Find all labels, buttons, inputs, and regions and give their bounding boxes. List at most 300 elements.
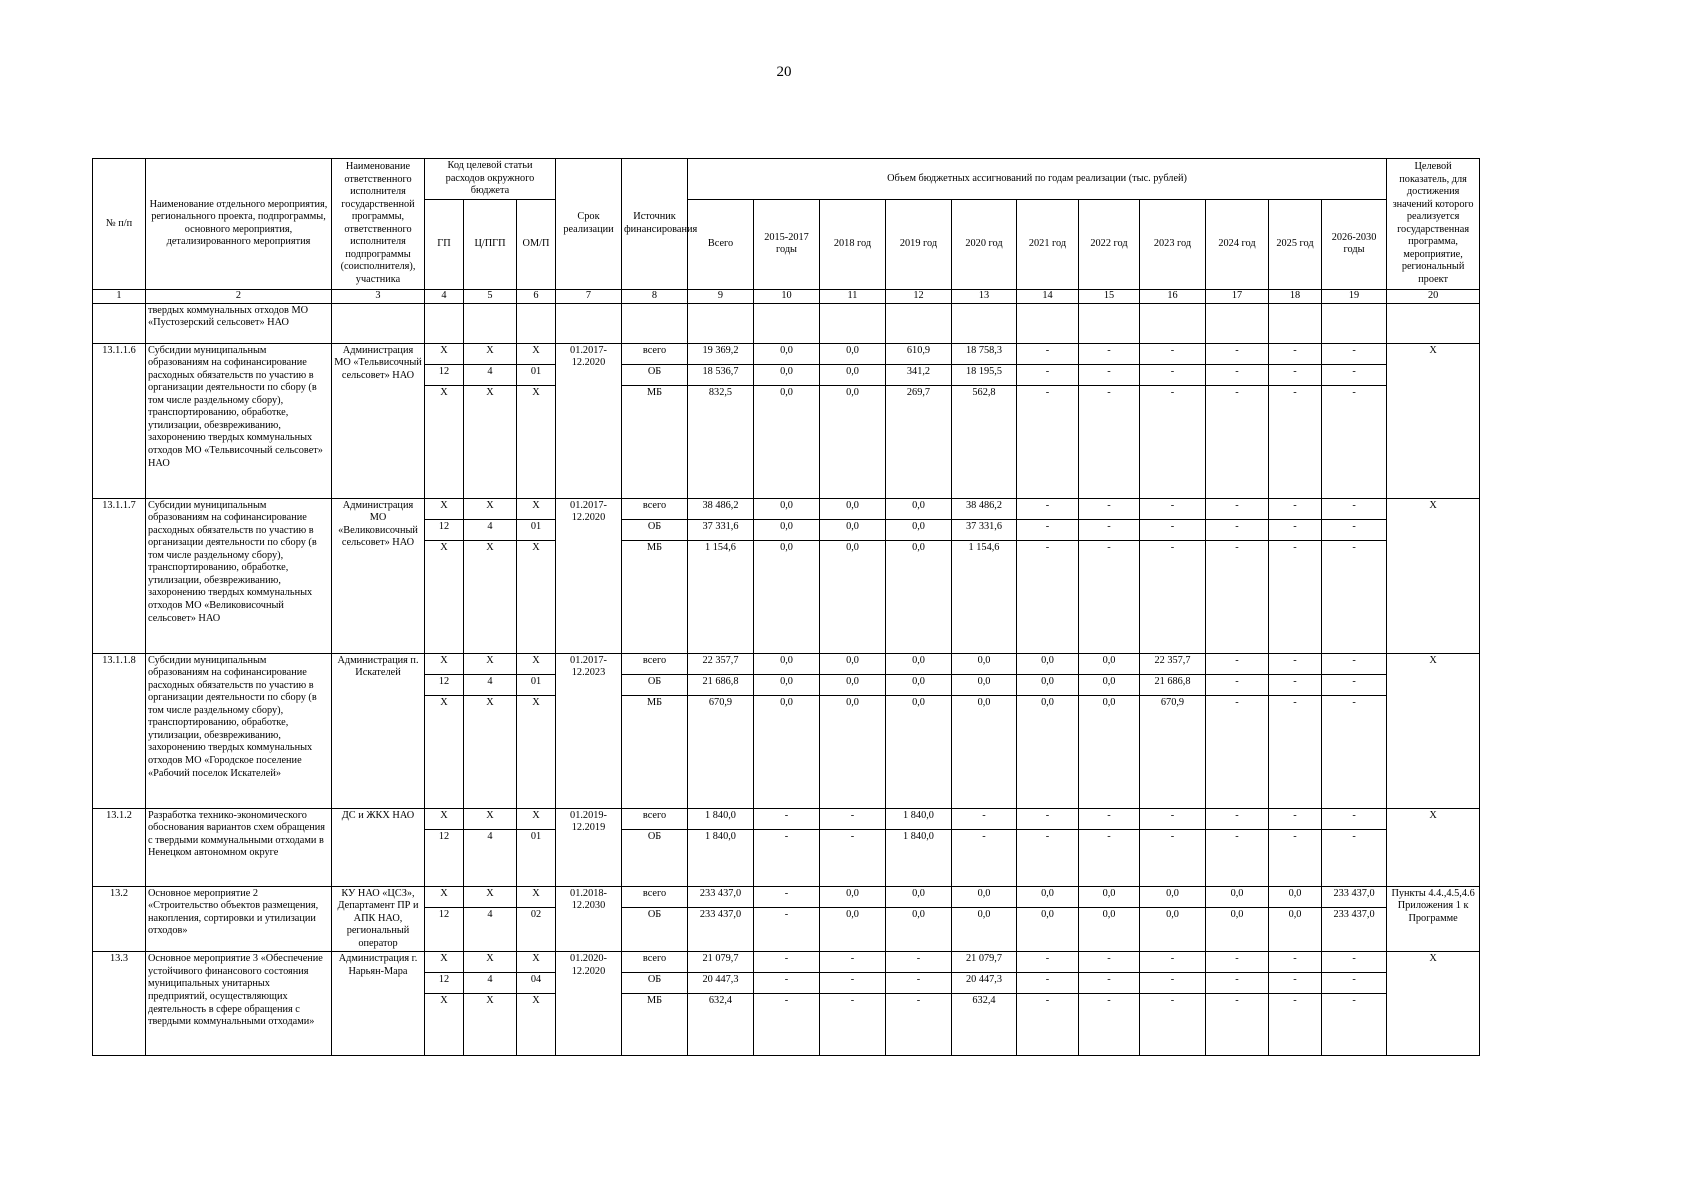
- continuation-empty-cell: [1206, 303, 1269, 343]
- value-2025: -: [1269, 994, 1322, 1056]
- header-num: № п/п: [93, 159, 146, 290]
- value-2021: -: [1017, 343, 1079, 364]
- column-number: 5: [464, 289, 517, 303]
- header-omp: ОМ/П: [517, 199, 556, 289]
- value-2019: 610,9: [886, 343, 952, 364]
- value-2021: 0,0: [1017, 886, 1079, 907]
- value-2021: -: [1017, 973, 1079, 994]
- code-omp: Х: [517, 952, 556, 973]
- value-2025: -: [1269, 829, 1322, 886]
- value-2023: 21 686,8: [1140, 674, 1206, 695]
- value-2022: -: [1079, 829, 1140, 886]
- code-cpgp: 4: [464, 907, 517, 952]
- code-omp: Х: [517, 808, 556, 829]
- implementation-term: 01.2017-12.2020: [556, 343, 622, 498]
- value-2024: -: [1206, 952, 1269, 973]
- value-2023: 0,0: [1140, 886, 1206, 907]
- implementation-term: 01.2017-12.2020: [556, 498, 622, 653]
- value-2015-2017: -: [754, 952, 820, 973]
- value-total: 632,4: [688, 994, 754, 1056]
- value-2019: 1 840,0: [886, 829, 952, 886]
- header-gp: ГП: [425, 199, 464, 289]
- value-2026-2030: -: [1322, 343, 1387, 364]
- value-2023: -: [1140, 343, 1206, 364]
- header-year-2020: 2020 год: [952, 199, 1017, 289]
- column-number: 10: [754, 289, 820, 303]
- code-cpgp: 4: [464, 519, 517, 540]
- value-2018: 0,0: [820, 653, 886, 674]
- continuation-name: твердых коммунальных отходов МО «Пустозерский сельсовет» НАО: [146, 303, 332, 343]
- value-2022: 0,0: [1079, 907, 1140, 952]
- value-2018: -: [820, 808, 886, 829]
- value-total: 832,5: [688, 385, 754, 498]
- code-cpgp: Х: [464, 808, 517, 829]
- responsible-executor: КУ НАО «ЦСЗ», Департамент ПР и АПК НАО, региональный оператор: [332, 886, 425, 952]
- header-total: Всего: [688, 199, 754, 289]
- value-2015-2017: -: [754, 808, 820, 829]
- code-gp: Х: [425, 952, 464, 973]
- value-2015-2017: -: [754, 886, 820, 907]
- code-gp: Х: [425, 385, 464, 498]
- value-2026-2030: 233 437,0: [1322, 886, 1387, 907]
- value-total: 1 154,6: [688, 540, 754, 653]
- item-name: Основное мероприятие 3 «Обеспечение устойчивого финансового состояния муниципальных унитарных предприятий, осуществляющих деятельность в сфере обращения с твердыми коммунальными отходами»: [146, 952, 332, 1056]
- value-2018: 0,0: [820, 886, 886, 907]
- column-number: 18: [1269, 289, 1322, 303]
- value-2020: 632,4: [952, 994, 1017, 1056]
- value-2019: 341,2: [886, 364, 952, 385]
- value-2020: 0,0: [952, 674, 1017, 695]
- table-row: [93, 886, 1480, 907]
- value-2025: 0,0: [1269, 886, 1322, 907]
- value-2021: 0,0: [1017, 674, 1079, 695]
- value-2018: 0,0: [820, 695, 886, 808]
- value-2025: -: [1269, 343, 1322, 364]
- code-cpgp: 4: [464, 829, 517, 886]
- item-name: Субсидии муниципальным образованиям на софинансирование расходных обязательств по участию в организации деятельности по сбору (в том числе раздельному сбору), транспортированию, обработке, утилизации, обезвреживанию, захоронению твердых коммунальных отходов МО «Городское поселение «Рабочий поселок Искателей»: [146, 653, 332, 808]
- column-number: 11: [820, 289, 886, 303]
- header-name: Наименование отдельного мероприятия, регионального проекта, подпрограммы, основного мероприятия, детализированного мероприятия: [146, 159, 332, 290]
- value-total: 18 536,7: [688, 364, 754, 385]
- continuation-empty-cell: [1269, 303, 1322, 343]
- table-row: [93, 343, 1480, 364]
- implementation-term: 01.2018-12.2030: [556, 886, 622, 952]
- value-2024: -: [1206, 519, 1269, 540]
- table-row: [93, 498, 1480, 519]
- value-2024: -: [1206, 498, 1269, 519]
- value-2015-2017: -: [754, 994, 820, 1056]
- value-2019: 0,0: [886, 540, 952, 653]
- target-indicator: Х: [1387, 952, 1480, 1056]
- code-gp: Х: [425, 994, 464, 1056]
- value-total: 19 369,2: [688, 343, 754, 364]
- value-2023: 22 357,7: [1140, 653, 1206, 674]
- value-total: 670,9: [688, 695, 754, 808]
- header-year-2019: 2019 год: [886, 199, 952, 289]
- continuation-empty-cell: [1322, 303, 1387, 343]
- value-2026-2030: -: [1322, 808, 1387, 829]
- code-omp: Х: [517, 886, 556, 907]
- code-omp: 01: [517, 829, 556, 886]
- value-2024: -: [1206, 808, 1269, 829]
- code-cpgp: Х: [464, 498, 517, 519]
- column-number: 2: [146, 289, 332, 303]
- value-2026-2030: -: [1322, 385, 1387, 498]
- continuation-empty-cell: [952, 303, 1017, 343]
- code-omp: 04: [517, 973, 556, 994]
- value-2019: -: [886, 994, 952, 1056]
- value-2023: -: [1140, 829, 1206, 886]
- item-name: Субсидии муниципальным образованиям на софинансирование расходных обязательств по участию в организации деятельности по сбору (в том числе раздельному сбору), транспортированию, обработке, утилизации, обезвреживанию, захоронению твердых коммунальных отходов МО «Тельвисочный сельсовет» НАО: [146, 343, 332, 498]
- value-2020: 1 154,6: [952, 540, 1017, 653]
- value-2026-2030: -: [1322, 519, 1387, 540]
- value-2026-2030: -: [1322, 674, 1387, 695]
- item-number: 13.1.1.7: [93, 498, 146, 653]
- continuation-empty-cell: [332, 303, 425, 343]
- funding-source: всего: [622, 952, 688, 973]
- value-2025: -: [1269, 973, 1322, 994]
- value-2018: 0,0: [820, 674, 886, 695]
- value-total: 22 357,7: [688, 653, 754, 674]
- code-gp: 12: [425, 674, 464, 695]
- column-number: 19: [1322, 289, 1387, 303]
- header-source: Источник финансирования: [622, 159, 688, 290]
- item-number: 13.1.1.6: [93, 343, 146, 498]
- page-number: 20: [776, 64, 792, 80]
- implementation-term: 01.2020-12.2020: [556, 952, 622, 1056]
- code-cpgp: Х: [464, 994, 517, 1056]
- value-2020: 21 079,7: [952, 952, 1017, 973]
- code-omp: Х: [517, 385, 556, 498]
- value-2026-2030: -: [1322, 498, 1387, 519]
- value-2026-2030: -: [1322, 653, 1387, 674]
- header-executor: Наименование ответственного исполнителя государственной программы, ответственного исполнителя подпрограммы (соисполнителя), участника: [332, 159, 425, 290]
- funding-source: ОБ: [622, 674, 688, 695]
- header-year-2023: 2023 год: [1140, 199, 1206, 289]
- value-total: 1 840,0: [688, 808, 754, 829]
- value-2022: -: [1079, 519, 1140, 540]
- code-cpgp: Х: [464, 343, 517, 364]
- funding-source: МБ: [622, 385, 688, 498]
- value-total: 233 437,0: [688, 886, 754, 907]
- value-2026-2030: -: [1322, 973, 1387, 994]
- table-row: [93, 808, 1480, 829]
- code-cpgp: Х: [464, 653, 517, 674]
- value-2018: 0,0: [820, 385, 886, 498]
- funding-source: МБ: [622, 695, 688, 808]
- value-2019: -: [886, 973, 952, 994]
- value-total: 20 447,3: [688, 973, 754, 994]
- value-2020: -: [952, 808, 1017, 829]
- value-2022: -: [1079, 808, 1140, 829]
- header-year-2026-2030: 2026-2030 годы: [1322, 199, 1387, 289]
- item-number: 13.3: [93, 952, 146, 1056]
- responsible-executor: Администрация г. Нарьян-Мара: [332, 952, 425, 1056]
- value-2021: -: [1017, 994, 1079, 1056]
- continuation-empty-cell: [1017, 303, 1079, 343]
- value-2023: -: [1140, 498, 1206, 519]
- funding-source: ОБ: [622, 907, 688, 952]
- value-2015-2017: 0,0: [754, 343, 820, 364]
- continuation-empty-cell: [1079, 303, 1140, 343]
- value-2026-2030: -: [1322, 364, 1387, 385]
- value-2026-2030: -: [1322, 829, 1387, 886]
- funding-source: всего: [622, 343, 688, 364]
- value-2026-2030: 233 437,0: [1322, 907, 1387, 952]
- value-2021: -: [1017, 540, 1079, 653]
- value-2024: 0,0: [1206, 886, 1269, 907]
- value-2025: -: [1269, 364, 1322, 385]
- column-number: 16: [1140, 289, 1206, 303]
- code-cpgp: 4: [464, 973, 517, 994]
- column-number: 1: [93, 289, 146, 303]
- value-2026-2030: -: [1322, 994, 1387, 1056]
- code-cpgp: Х: [464, 952, 517, 973]
- funding-source: ОБ: [622, 364, 688, 385]
- item-number: 13.1.2: [93, 808, 146, 886]
- value-2015-2017: -: [754, 973, 820, 994]
- header-term: Срок реализации: [556, 159, 622, 290]
- value-2022: -: [1079, 973, 1140, 994]
- value-2024: -: [1206, 994, 1269, 1056]
- value-2020: 37 331,6: [952, 519, 1017, 540]
- value-2021: -: [1017, 808, 1079, 829]
- value-2025: -: [1269, 498, 1322, 519]
- column-number: 15: [1079, 289, 1140, 303]
- value-2025: -: [1269, 385, 1322, 498]
- value-2023: -: [1140, 519, 1206, 540]
- code-cpgp: Х: [464, 385, 517, 498]
- value-2020: 0,0: [952, 886, 1017, 907]
- value-2024: 0,0: [1206, 907, 1269, 952]
- funding-source: ОБ: [622, 829, 688, 886]
- target-indicator: Х: [1387, 498, 1480, 653]
- value-2021: -: [1017, 829, 1079, 886]
- value-2024: -: [1206, 674, 1269, 695]
- responsible-executor: Администрация МО «Великовисочный сельсовет» НАО: [332, 498, 425, 653]
- value-2026-2030: -: [1322, 952, 1387, 973]
- value-2023: -: [1140, 952, 1206, 973]
- value-2024: -: [1206, 364, 1269, 385]
- continuation-empty-cell: [517, 303, 556, 343]
- value-2024: -: [1206, 973, 1269, 994]
- value-2018: 0,0: [820, 907, 886, 952]
- value-2022: -: [1079, 343, 1140, 364]
- value-2018: 0,0: [820, 343, 886, 364]
- target-indicator: Х: [1387, 653, 1480, 808]
- funding-source: МБ: [622, 540, 688, 653]
- code-gp: 12: [425, 364, 464, 385]
- target-indicator: Пункты 4.4.,4.5,4.6 Приложения 1 к Программе: [1387, 886, 1480, 952]
- code-gp: 12: [425, 519, 464, 540]
- code-gp: 12: [425, 973, 464, 994]
- value-2021: 0,0: [1017, 907, 1079, 952]
- value-2025: -: [1269, 952, 1322, 973]
- value-2024: -: [1206, 695, 1269, 808]
- value-2024: -: [1206, 540, 1269, 653]
- value-2025: 0,0: [1269, 907, 1322, 952]
- value-2015-2017: 0,0: [754, 674, 820, 695]
- value-2020: 0,0: [952, 907, 1017, 952]
- value-2021: -: [1017, 519, 1079, 540]
- value-2022: 0,0: [1079, 653, 1140, 674]
- code-gp: Х: [425, 808, 464, 829]
- value-2024: -: [1206, 653, 1269, 674]
- value-2024: -: [1206, 343, 1269, 364]
- value-2018: -: [820, 829, 886, 886]
- value-total: 233 437,0: [688, 907, 754, 952]
- value-2023: -: [1140, 973, 1206, 994]
- funding-source: ОБ: [622, 519, 688, 540]
- value-2024: -: [1206, 385, 1269, 498]
- code-gp: Х: [425, 886, 464, 907]
- value-2021: -: [1017, 498, 1079, 519]
- continuation-empty-cell: [425, 303, 464, 343]
- value-2025: -: [1269, 808, 1322, 829]
- value-2020: 0,0: [952, 653, 1017, 674]
- value-2023: -: [1140, 994, 1206, 1056]
- code-gp: 12: [425, 829, 464, 886]
- value-2015-2017: -: [754, 829, 820, 886]
- value-2018: 0,0: [820, 498, 886, 519]
- value-2015-2017: 0,0: [754, 385, 820, 498]
- value-2019: -: [886, 952, 952, 973]
- value-2022: 0,0: [1079, 886, 1140, 907]
- value-2019: 0,0: [886, 674, 952, 695]
- value-2018: 0,0: [820, 364, 886, 385]
- continuation-empty-cell: [622, 303, 688, 343]
- header-year-2024: 2024 год: [1206, 199, 1269, 289]
- header-year-2022: 2022 год: [1079, 199, 1140, 289]
- code-cpgp: 4: [464, 674, 517, 695]
- value-total: 21 079,7: [688, 952, 754, 973]
- column-number: 20: [1387, 289, 1480, 303]
- value-2015-2017: -: [754, 907, 820, 952]
- value-2023: 670,9: [1140, 695, 1206, 808]
- value-2021: -: [1017, 364, 1079, 385]
- code-cpgp: Х: [464, 695, 517, 808]
- column-number: 8: [622, 289, 688, 303]
- code-omp: Х: [517, 994, 556, 1056]
- responsible-executor: ДС и ЖКХ НАО: [332, 808, 425, 886]
- item-name: Основное мероприятие 2 «Строительство объектов размещения, накопления, сортировки и утилизации отходов»: [146, 886, 332, 952]
- header-target: Целевой показатель, для достижения значений которого реализуется государственная программа, мероприятие, региональный проект: [1387, 159, 1480, 290]
- value-2022: -: [1079, 994, 1140, 1056]
- value-2019: 0,0: [886, 519, 952, 540]
- continuation-empty-cell: [556, 303, 622, 343]
- value-2022: -: [1079, 364, 1140, 385]
- budget-allocation-table: [92, 158, 1480, 1056]
- funding-source: всего: [622, 498, 688, 519]
- value-2022: -: [1079, 385, 1140, 498]
- value-2023: -: [1140, 808, 1206, 829]
- value-2018: -: [820, 994, 886, 1056]
- value-2021: 0,0: [1017, 695, 1079, 808]
- value-2020: 0,0: [952, 695, 1017, 808]
- value-2025: -: [1269, 653, 1322, 674]
- value-2023: -: [1140, 364, 1206, 385]
- value-total: 38 486,2: [688, 498, 754, 519]
- value-2022: 0,0: [1079, 695, 1140, 808]
- value-2025: -: [1269, 695, 1322, 808]
- value-total: 21 686,8: [688, 674, 754, 695]
- value-2025: -: [1269, 540, 1322, 653]
- value-2022: -: [1079, 540, 1140, 653]
- code-cpgp: Х: [464, 886, 517, 907]
- header-year-2025: 2025 год: [1269, 199, 1322, 289]
- value-2026-2030: -: [1322, 695, 1387, 808]
- header-cpgp: Ц/ПГП: [464, 199, 517, 289]
- value-2020: -: [952, 829, 1017, 886]
- table-row: [93, 653, 1480, 674]
- value-2020: 18 195,5: [952, 364, 1017, 385]
- code-omp: 01: [517, 674, 556, 695]
- item-name: Субсидии муниципальным образованиям на софинансирование расходных обязательств по участию в организации деятельности по сбору (в том числе раздельному сбору), транспортированию, обработке, утилизации, обезвреживанию, захоронению твердых коммунальных отходов МО «Великовисочный сельсовет» НАО: [146, 498, 332, 653]
- value-2019: 0,0: [886, 498, 952, 519]
- value-2018: 0,0: [820, 540, 886, 653]
- column-number: 3: [332, 289, 425, 303]
- responsible-executor: Администрация п. Искателей: [332, 653, 425, 808]
- header-code-group: Код целевой статьи расходов окружного бюджета: [425, 159, 556, 200]
- value-2018: -: [820, 973, 886, 994]
- column-number: 9: [688, 289, 754, 303]
- code-gp: Х: [425, 498, 464, 519]
- funding-source: МБ: [622, 994, 688, 1056]
- code-cpgp: Х: [464, 540, 517, 653]
- value-2015-2017: 0,0: [754, 498, 820, 519]
- funding-source: всего: [622, 808, 688, 829]
- funding-source: всего: [622, 886, 688, 907]
- value-2015-2017: 0,0: [754, 519, 820, 540]
- code-omp: Х: [517, 540, 556, 653]
- value-2020: 18 758,3: [952, 343, 1017, 364]
- column-number: 14: [1017, 289, 1079, 303]
- funding-source: всего: [622, 653, 688, 674]
- continuation-empty-cell: [464, 303, 517, 343]
- value-total: 37 331,6: [688, 519, 754, 540]
- column-number: 6: [517, 289, 556, 303]
- value-2015-2017: 0,0: [754, 653, 820, 674]
- header-volume-group: Объем бюджетных ассигнований по годам реализации (тыс. рублей): [688, 159, 1387, 200]
- continuation-empty-cell: [886, 303, 952, 343]
- code-omp: Х: [517, 695, 556, 808]
- continuation-empty-cell: [1140, 303, 1206, 343]
- value-2023: -: [1140, 385, 1206, 498]
- value-total: 1 840,0: [688, 829, 754, 886]
- value-2020: 20 447,3: [952, 973, 1017, 994]
- value-2015-2017: 0,0: [754, 695, 820, 808]
- continuation-empty-cell: [688, 303, 754, 343]
- value-2026-2030: -: [1322, 540, 1387, 653]
- implementation-term: 01.2019-12.2019: [556, 808, 622, 886]
- implementation-term: 01.2017-12.2023: [556, 653, 622, 808]
- header-year-2021: 2021 год: [1017, 199, 1079, 289]
- value-2023: -: [1140, 540, 1206, 653]
- code-cpgp: 4: [464, 364, 517, 385]
- value-2020: 562,8: [952, 385, 1017, 498]
- code-gp: Х: [425, 540, 464, 653]
- code-gp: Х: [425, 695, 464, 808]
- continuation-empty-cell: [754, 303, 820, 343]
- code-gp: Х: [425, 653, 464, 674]
- value-2019: 0,0: [886, 695, 952, 808]
- value-2022: -: [1079, 952, 1140, 973]
- value-2019: 0,0: [886, 653, 952, 674]
- value-2023: 0,0: [1140, 907, 1206, 952]
- item-number: 13.2: [93, 886, 146, 952]
- item-name: Разработка технико-экономического обоснования вариантов схем обращения с твердыми коммунальными отходами в Ненецком автономном округе: [146, 808, 332, 886]
- value-2019: 0,0: [886, 886, 952, 907]
